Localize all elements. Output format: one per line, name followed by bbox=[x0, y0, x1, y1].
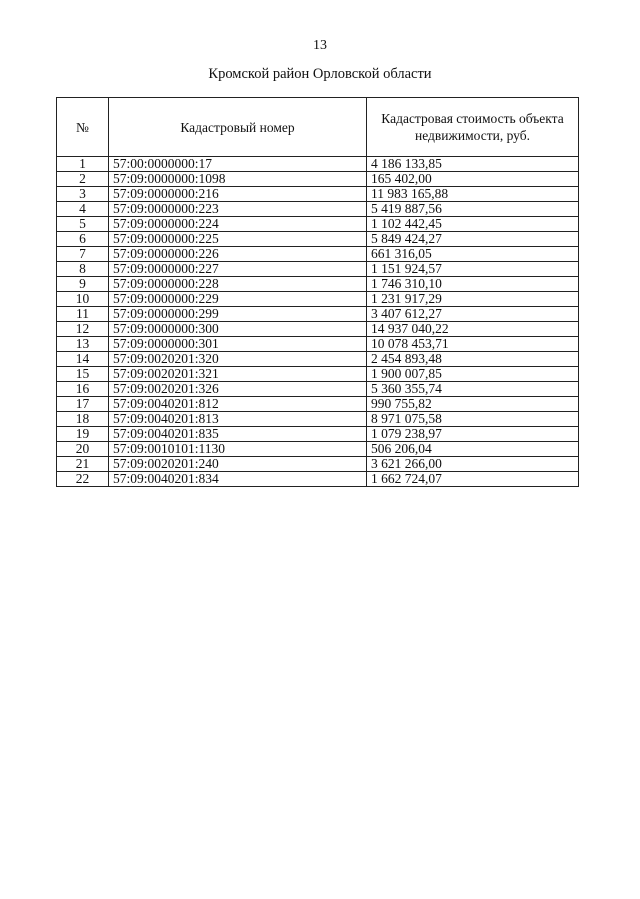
cadastral-value-cell: 1 746 310,10 bbox=[367, 277, 579, 292]
header-cadastral-number: Кадастровый номер bbox=[109, 98, 367, 157]
row-number-cell: 7 bbox=[57, 247, 109, 262]
cadastral-value-cell: 506 206,04 bbox=[367, 442, 579, 457]
table-row bbox=[57, 427, 579, 442]
cadastral-number-cell: 57:09:0000000:301 bbox=[109, 337, 367, 352]
cadastral-number-cell: 57:09:0010101:1130 bbox=[109, 442, 367, 457]
cadastral-value-cell: 11 983 165,88 bbox=[367, 187, 579, 202]
table-body bbox=[57, 157, 579, 487]
cadastral-number-cell: 57:09:0000000:225 bbox=[109, 232, 367, 247]
cadastral-value-cell: 5 360 355,74 bbox=[367, 382, 579, 397]
cadastral-value-cell: 1 231 917,29 bbox=[367, 292, 579, 307]
table-row bbox=[57, 277, 579, 292]
table-row bbox=[57, 292, 579, 307]
cadastral-number-cell: 57:09:0040201:812 bbox=[109, 397, 367, 412]
cadastral-number-cell: 57:09:0000000:224 bbox=[109, 217, 367, 232]
cadastral-value-cell: 2 454 893,48 bbox=[367, 352, 579, 367]
table-header bbox=[57, 98, 579, 157]
header-cadastral-value: Кадастровая стоимость объекта недвижимости, руб. bbox=[367, 98, 579, 157]
cadastral-value-cell: 8 971 075,58 bbox=[367, 412, 579, 427]
row-number-cell: 16 bbox=[57, 382, 109, 397]
cadastral-number-cell: 57:09:0040201:834 bbox=[109, 472, 367, 487]
cadastral-value-cell: 1 079 238,97 bbox=[367, 427, 579, 442]
cadastral-value-cell: 10 078 453,71 bbox=[367, 337, 579, 352]
row-number-cell: 1 bbox=[57, 157, 109, 172]
table-row bbox=[57, 217, 579, 232]
table-row bbox=[57, 232, 579, 247]
row-number-cell: 12 bbox=[57, 322, 109, 337]
cadastral-value-cell: 14 937 040,22 bbox=[367, 322, 579, 337]
row-number-cell: 13 bbox=[57, 337, 109, 352]
cadastral-value-cell: 990 755,82 bbox=[367, 397, 579, 412]
cadastral-value-cell: 4 186 133,85 bbox=[367, 157, 579, 172]
cadastral-number-cell: 57:09:0000000:299 bbox=[109, 307, 367, 322]
row-number-cell: 10 bbox=[57, 292, 109, 307]
cadastral-number-cell: 57:09:0000000:1098 bbox=[109, 172, 367, 187]
table-row bbox=[57, 322, 579, 337]
row-number-cell: 6 bbox=[57, 232, 109, 247]
cadastral-number-cell: 57:09:0020201:240 bbox=[109, 457, 367, 472]
row-number-cell: 11 bbox=[57, 307, 109, 322]
table-row bbox=[57, 172, 579, 187]
row-number-cell: 22 bbox=[57, 472, 109, 487]
row-number-cell: 8 bbox=[57, 262, 109, 277]
cadastral-value-cell: 3 407 612,27 bbox=[367, 307, 579, 322]
document-heading: Кромской район Орловской области bbox=[208, 66, 432, 82]
cadastral-value-cell: 5 849 424,27 bbox=[367, 232, 579, 247]
row-number-cell: 9 bbox=[57, 277, 109, 292]
cadastral-value-cell: 3 621 266,00 bbox=[367, 457, 579, 472]
cadastral-number-cell: 57:09:0000000:223 bbox=[109, 202, 367, 217]
row-number-cell: 4 bbox=[57, 202, 109, 217]
cadastral-number-cell: 57:09:0000000:228 bbox=[109, 277, 367, 292]
row-number-cell: 20 bbox=[57, 442, 109, 457]
table-row bbox=[57, 382, 579, 397]
row-number-cell: 19 bbox=[57, 427, 109, 442]
row-number-cell: 5 bbox=[57, 217, 109, 232]
cadastral-value-cell: 661 316,05 bbox=[367, 247, 579, 262]
cadastral-value-cell: 1 900 007,85 bbox=[367, 367, 579, 382]
cadastral-number-cell: 57:09:0000000:226 bbox=[109, 247, 367, 262]
row-number-cell: 2 bbox=[57, 172, 109, 187]
table-row bbox=[57, 262, 579, 277]
table-row bbox=[57, 412, 579, 427]
table-row bbox=[57, 442, 579, 457]
header-number: № bbox=[57, 98, 109, 157]
cadastral-number-cell: 57:00:0000000:17 bbox=[109, 157, 367, 172]
row-number-cell: 15 bbox=[57, 367, 109, 382]
table-row bbox=[57, 202, 579, 217]
table-row bbox=[57, 337, 579, 352]
row-number-cell: 14 bbox=[57, 352, 109, 367]
cadastral-number-cell: 57:09:0020201:320 bbox=[109, 352, 367, 367]
cadastral-number-cell: 57:09:0040201:835 bbox=[109, 427, 367, 442]
table-row bbox=[57, 187, 579, 202]
table-row bbox=[57, 472, 579, 487]
row-number-cell: 18 bbox=[57, 412, 109, 427]
cadastral-value-cell: 5 419 887,56 bbox=[367, 202, 579, 217]
cadastral-value-table bbox=[56, 97, 579, 487]
table-row bbox=[57, 457, 579, 472]
cadastral-value-cell: 1 662 724,07 bbox=[367, 472, 579, 487]
cadastral-number-cell: 57:09:0020201:321 bbox=[109, 367, 367, 382]
cadastral-number-cell: 57:09:0040201:813 bbox=[109, 412, 367, 427]
cadastral-number-cell: 57:09:0020201:326 bbox=[109, 382, 367, 397]
row-number-cell: 17 bbox=[57, 397, 109, 412]
table-row bbox=[57, 352, 579, 367]
table-row bbox=[57, 367, 579, 382]
cadastral-number-cell: 57:09:0000000:300 bbox=[109, 322, 367, 337]
table-row bbox=[57, 157, 579, 172]
page-number: 13 bbox=[313, 38, 327, 53]
table-row bbox=[57, 397, 579, 412]
cadastral-number-cell: 57:09:0000000:227 bbox=[109, 262, 367, 277]
row-number-cell: 21 bbox=[57, 457, 109, 472]
table-row bbox=[57, 247, 579, 262]
cadastral-value-cell: 165 402,00 bbox=[367, 172, 579, 187]
cadastral-value-cell: 1 151 924,57 bbox=[367, 262, 579, 277]
cadastral-number-cell: 57:09:0000000:229 bbox=[109, 292, 367, 307]
table-row bbox=[57, 307, 579, 322]
row-number-cell: 3 bbox=[57, 187, 109, 202]
table-header-row bbox=[57, 98, 579, 157]
cadastral-number-cell: 57:09:0000000:216 bbox=[109, 187, 367, 202]
cadastral-value-cell: 1 102 442,45 bbox=[367, 217, 579, 232]
